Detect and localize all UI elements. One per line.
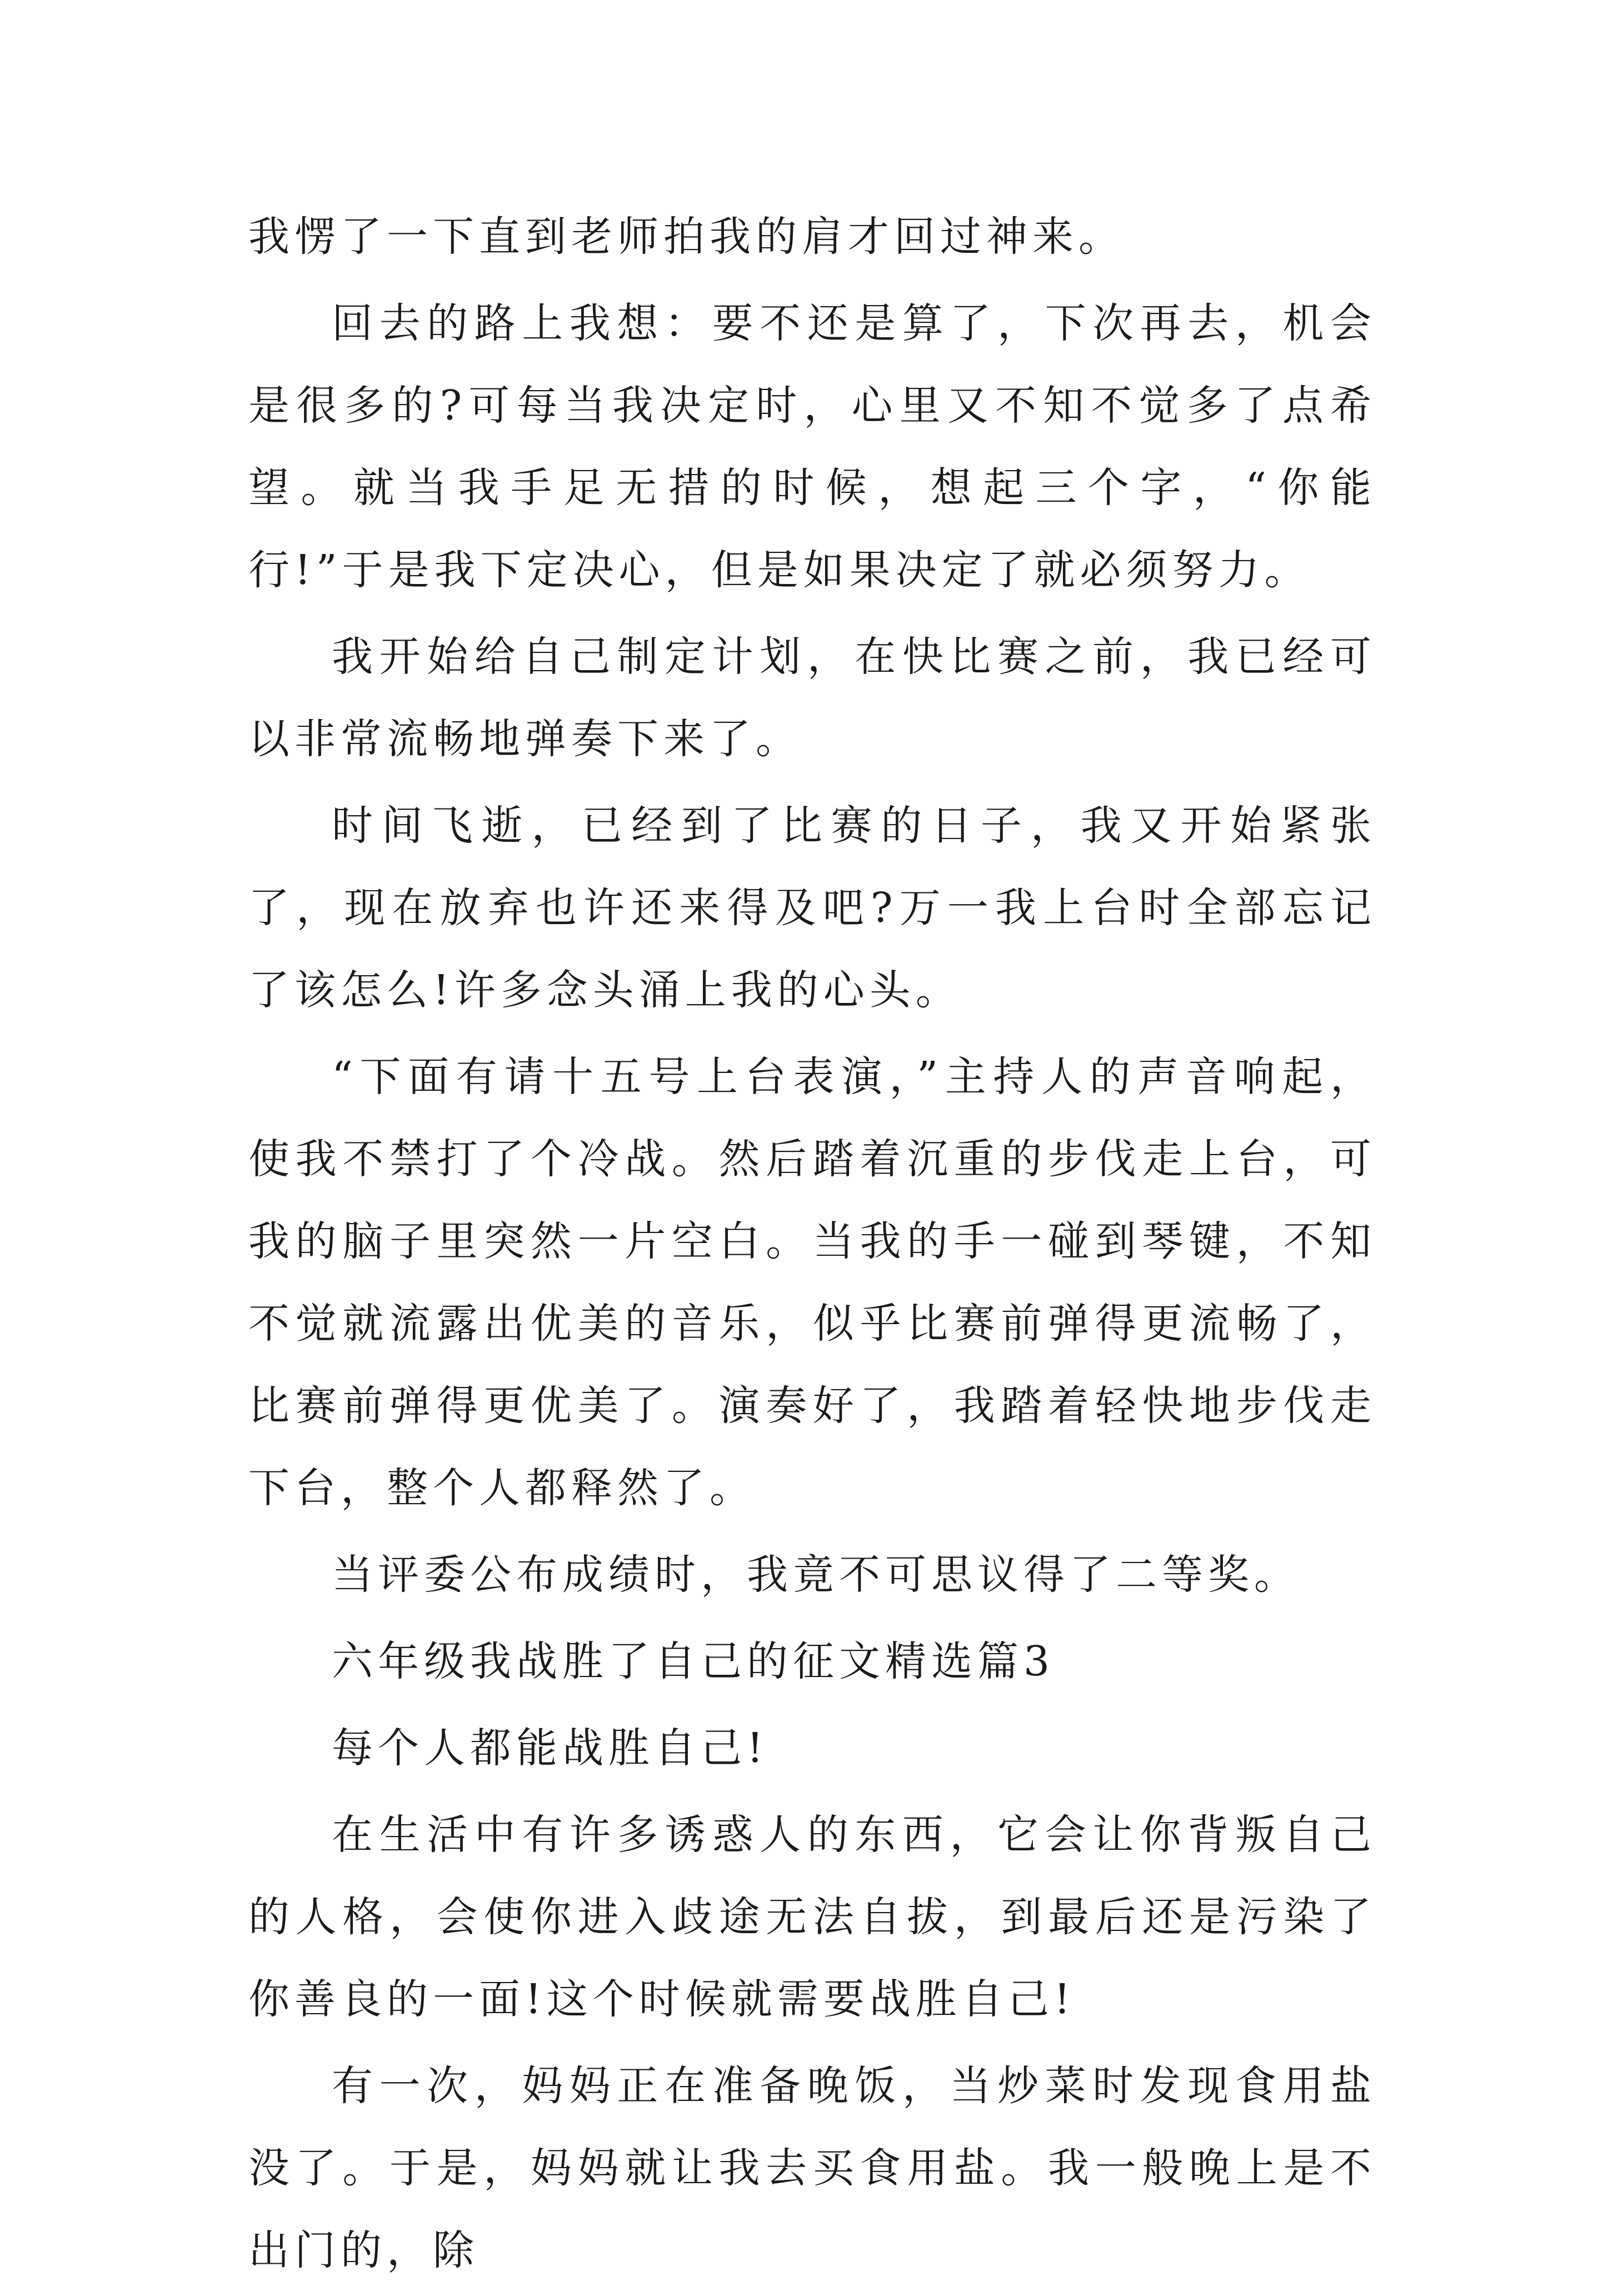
paragraph: 回去的路上我想：要不还是算了，下次再去，机会是很多的?可每当我决定时，心里又不知不觉多了点希望。就当我手足无措的时候，想起三个字，“你能行!”于是我下定决心，但是如果决定了就必须努力。	[248, 300, 1376, 594]
paragraph: 我开始给自己制定计划，在快比赛之前，我已经可以非常流畅地弹奏下来了。	[248, 633, 1376, 763]
paragraph: 有一次，妈妈正在准备晚饭，当炒菜时发现食用盐没了。于是，妈妈就让我去买食用盐。我一般晚上是不出门的，除	[248, 2062, 1376, 2274]
paragraph: 我愣了一下直到老师拍我的肩才回过神来。	[248, 213, 1125, 261]
document-body	[248, 196, 1376, 2296]
paragraph: “下面有请十五号上台表演，”主持人的声音响起，使我不禁打了个冷战。然后踏着沉重的步伐走上台，可我的脑子里突然一片空白。当我的手一碰到琴键，不知不觉就流露出优美的音乐，似乎比赛前弹得更流畅了，比赛前弹得更优美了。演奏好了，我踏着轻快地步伐走下台，整个人都释然了。	[248, 1053, 1376, 1512]
section-heading: 六年级我战胜了自己的征文精选篇3	[332, 1638, 1055, 1685]
paragraph: 当评委公布成绩时，我竟不可思议得了二等奖。	[332, 1551, 1300, 1599]
paragraph: 时间飞逝，已经到了比赛的日子，我又开始紧张了，现在放弃也许还来得及吧?万一我上台时全部忘记了该怎么!许多念头涌上我的心头。	[248, 802, 1376, 1014]
paragraph: 每个人都能战胜自己!	[332, 1724, 768, 1772]
paragraph: 在生活中有许多诱惑人的东西，它会让你背叛自己的人格，会使你进入歧途无法自拔，到最后还是污染了你善良的一面!这个时候就需要战胜自己!	[248, 1811, 1376, 2023]
